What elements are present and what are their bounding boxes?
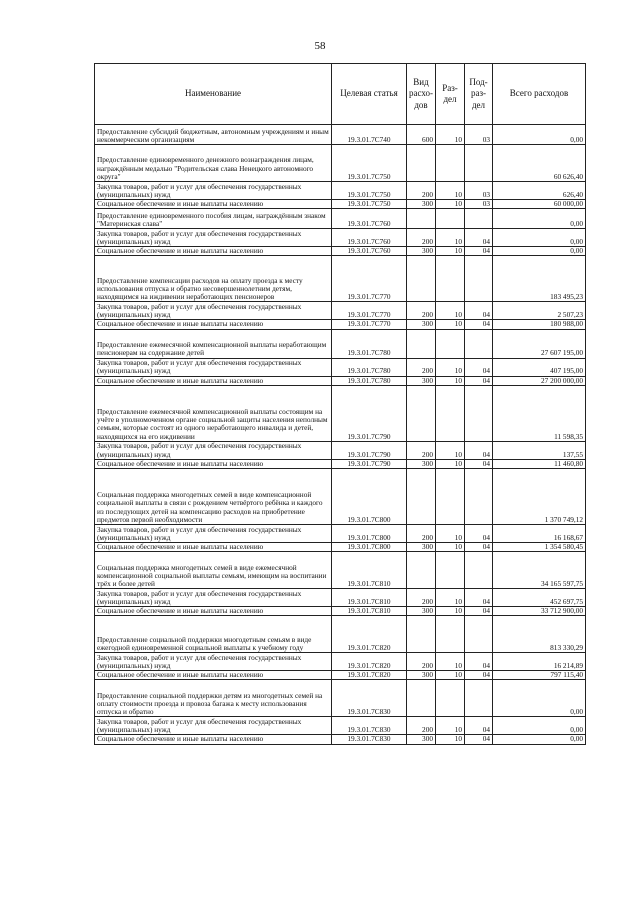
table-row: [95, 589, 586, 607]
cell-subsection: 03: [465, 182, 493, 200]
cell-name: Предоставление социальной поддержки многодетным семьям в виде ежегодной единовременной социальной выплаты к учебному году: [95, 616, 332, 653]
cell-section: 10: [436, 441, 465, 459]
cell-subsection: [465, 385, 493, 441]
table-row: [95, 209, 586, 229]
header-section: Раз-дел: [436, 64, 465, 125]
cell-name: Закупка товаров, работ и услуг для обеспечения государственных (муниципальных) нужд: [95, 717, 332, 735]
cell-total: 0,00: [493, 247, 586, 256]
cell-expense-type: [407, 209, 436, 229]
cell-total: 60 626,40: [493, 145, 586, 182]
cell-expense-type: 200: [407, 653, 436, 671]
cell-subsection: 04: [465, 607, 493, 616]
cell-expense-type: [407, 329, 436, 358]
cell-expense-type: 200: [407, 589, 436, 607]
cell-subsection: [465, 616, 493, 653]
table-row: [95, 247, 586, 256]
cell-subsection: 04: [465, 735, 493, 744]
cell-expense-type: [407, 616, 436, 653]
cell-expense-type: 300: [407, 542, 436, 551]
cell-section: [436, 552, 465, 589]
cell-total: 797 115,40: [493, 671, 586, 680]
cell-name: Закупка товаров, работ и услуг для обеспечения государственных (муниципальных) нужд: [95, 653, 332, 671]
table-row: [95, 459, 586, 468]
cell-target-article: 19.3.01.7С770: [332, 302, 407, 320]
cell-expense-type: 200: [407, 302, 436, 320]
cell-name: Социальное обеспечение и иные выплаты населению: [95, 735, 332, 744]
cell-expense-type: [407, 552, 436, 589]
cell-target-article: 19.3.01.7С750: [332, 145, 407, 182]
cell-subsection: 04: [465, 542, 493, 551]
cell-total: 0,00: [493, 735, 586, 744]
cell-subsection: 03: [465, 200, 493, 209]
cell-target-article: 19.3.01.7С820: [332, 671, 407, 680]
cell-total: 0,00: [493, 125, 586, 145]
cell-section: [436, 385, 465, 441]
cell-subsection: [465, 329, 493, 358]
table-row: [95, 680, 586, 717]
cell-subsection: [465, 680, 493, 717]
cell-name: Социальное обеспечение и иные выплаты населению: [95, 459, 332, 468]
table-row: [95, 125, 586, 145]
cell-subsection: [465, 145, 493, 182]
cell-expense-type: 200: [407, 358, 436, 376]
table-row: [95, 200, 586, 209]
table-row: [95, 671, 586, 680]
cell-expense-type: 200: [407, 229, 436, 247]
cell-total: 407 195,00: [493, 358, 586, 376]
cell-target-article: 19.3.01.7С760: [332, 229, 407, 247]
cell-subsection: 04: [465, 524, 493, 542]
cell-target-article: 19.3.01.7С750: [332, 200, 407, 209]
cell-name: Предоставление ежемесячной компенсационной выплаты состоящим на учёте в уполномоченном органе социальной защиты населения неполным семьям, которые состоят из одного неработающего инвалида и детей, находящихся на его иждивении: [95, 385, 332, 441]
cell-total: 16 168,67: [493, 524, 586, 542]
table-body: [95, 125, 586, 745]
cell-target-article: 19.3.01.7С830: [332, 680, 407, 717]
cell-name: Предоставление единовременного пособия лицам, награждённым знаком "Материнская слава": [95, 209, 332, 229]
table-row: [95, 385, 586, 441]
cell-name: Закупка товаров, работ и услуг для обеспечения государственных (муниципальных) нужд: [95, 589, 332, 607]
cell-total: 1 354 580,45: [493, 542, 586, 551]
cell-section: 10: [436, 735, 465, 744]
header-target-article: Целевая статья: [332, 64, 407, 125]
cell-name: Социальная поддержка многодетных семей в виде компенсационной социальной выплаты в связи с рождением четвёртого ребёнка и каждого из последующих детей на компенсацию расходов на приобретение предметов первой необходимости: [95, 468, 332, 524]
cell-section: 10: [436, 229, 465, 247]
cell-total: 11 598,35: [493, 385, 586, 441]
cell-subsection: 04: [465, 229, 493, 247]
table-row: [95, 735, 586, 744]
cell-target-article: 19.3.01.7С780: [332, 376, 407, 385]
cell-name: Предоставление компенсации расходов на оплату проезда к месту использования отпуска и обратно несовершеннолетним детям, находящимся на иждивении неработающих пенсионеров: [95, 256, 332, 302]
cell-section: 10: [436, 524, 465, 542]
cell-target-article: 19.3.01.7С770: [332, 256, 407, 302]
cell-name: Закупка товаров, работ и услуг для обеспечения государственных (муниципальных) нужд: [95, 524, 332, 542]
cell-name: Социальная поддержка многодетных семей в виде ежемесячной компенсационной социальной выплаты семьям, имеющим на воспитании трёх и более детей: [95, 552, 332, 589]
cell-section: [436, 680, 465, 717]
cell-section: [436, 468, 465, 524]
budget-table: [94, 63, 586, 745]
cell-target-article: 19.3.01.7С810: [332, 607, 407, 616]
cell-target-article: 19.3.01.7С810: [332, 552, 407, 589]
cell-expense-type: 300: [407, 376, 436, 385]
cell-section: 10: [436, 182, 465, 200]
cell-expense-type: 600: [407, 125, 436, 145]
cell-expense-type: 300: [407, 607, 436, 616]
cell-name: Предоставление ежемесячной компенсационной выплаты неработающим пенсионерам на содержание детей: [95, 329, 332, 358]
cell-expense-type: 200: [407, 441, 436, 459]
cell-section: [436, 616, 465, 653]
cell-target-article: 19.3.01.7С820: [332, 653, 407, 671]
table-row: [95, 256, 586, 302]
cell-subsection: 04: [465, 358, 493, 376]
table-row: [95, 302, 586, 320]
cell-subsection: [465, 468, 493, 524]
cell-subsection: 04: [465, 320, 493, 329]
cell-section: 10: [436, 125, 465, 145]
cell-target-article: 19.3.01.7С800: [332, 524, 407, 542]
cell-section: 10: [436, 376, 465, 385]
cell-subsection: 04: [465, 653, 493, 671]
cell-subsection: 03: [465, 125, 493, 145]
cell-section: 10: [436, 607, 465, 616]
cell-name: Предоставление социальной поддержки детям из многодетных семей на оплату стоимости проезда и провоза багажа к месту использования отпуска и обратно: [95, 680, 332, 717]
cell-name: Социальное обеспечение и иные выплаты населению: [95, 671, 332, 680]
table-row: [95, 524, 586, 542]
cell-total: 0,00: [493, 717, 586, 735]
table-row: [95, 320, 586, 329]
cell-section: 10: [436, 671, 465, 680]
cell-section: [436, 256, 465, 302]
cell-section: 10: [436, 302, 465, 320]
cell-name: Закупка товаров, работ и услуг для обеспечения государственных (муниципальных) нужд: [95, 441, 332, 459]
page-number: 58: [314, 40, 326, 52]
cell-name: Закупка товаров, работ и услуг для обеспечения государственных (муниципальных) нужд: [95, 229, 332, 247]
cell-section: 10: [436, 459, 465, 468]
cell-target-article: 19.3.01.7С790: [332, 385, 407, 441]
cell-subsection: 04: [465, 459, 493, 468]
cell-target-article: 19.3.01.7С760: [332, 209, 407, 229]
table-row: [95, 441, 586, 459]
cell-subsection: 04: [465, 717, 493, 735]
cell-total: 626,40: [493, 182, 586, 200]
cell-expense-type: 300: [407, 459, 436, 468]
cell-total: 34 165 597,75: [493, 552, 586, 589]
cell-name: Социальное обеспечение и иные выплаты населению: [95, 607, 332, 616]
cell-subsection: 04: [465, 441, 493, 459]
cell-section: 10: [436, 320, 465, 329]
cell-total: 33 712 900,00: [493, 607, 586, 616]
cell-section: 10: [436, 589, 465, 607]
header-total: Всего расходов: [493, 64, 586, 125]
cell-expense-type: 300: [407, 247, 436, 256]
cell-target-article: 19.3.01.7С740: [332, 125, 407, 145]
header-subsection: Под-раз-дел: [465, 64, 493, 125]
cell-target-article: 19.3.01.7С830: [332, 735, 407, 744]
cell-expense-type: [407, 385, 436, 441]
cell-target-article: 19.3.01.7С810: [332, 589, 407, 607]
cell-expense-type: 300: [407, 200, 436, 209]
cell-section: 10: [436, 358, 465, 376]
cell-expense-type: 200: [407, 524, 436, 542]
cell-total: 27 607 195,00: [493, 329, 586, 358]
table-row: [95, 542, 586, 551]
cell-target-article: 19.3.01.7С800: [332, 468, 407, 524]
cell-total: 16 214,89: [493, 653, 586, 671]
cell-name: Социальное обеспечение и иные выплаты населению: [95, 376, 332, 385]
cell-subsection: 04: [465, 376, 493, 385]
cell-expense-type: [407, 680, 436, 717]
cell-total: 813 330,29: [493, 616, 586, 653]
header-name: Наименование: [95, 64, 332, 125]
cell-expense-type: 200: [407, 182, 436, 200]
cell-section: [436, 209, 465, 229]
table-row: [95, 653, 586, 671]
cell-total: 180 988,00: [493, 320, 586, 329]
cell-target-article: 19.3.01.7С800: [332, 542, 407, 551]
cell-section: [436, 329, 465, 358]
cell-name: Закупка товаров, работ и услуг для обеспечения государственных (муниципальных) нужд: [95, 358, 332, 376]
cell-name: Предоставление субсидий бюджетным, автономным учреждениям и иным некоммерческим организациям: [95, 125, 332, 145]
cell-total: 452 697,75: [493, 589, 586, 607]
cell-expense-type: [407, 468, 436, 524]
cell-total: 183 495,23: [493, 256, 586, 302]
cell-total: 137,55: [493, 441, 586, 459]
table-row: [95, 616, 586, 653]
cell-subsection: 04: [465, 589, 493, 607]
cell-name: Социальное обеспечение и иные выплаты населению: [95, 320, 332, 329]
cell-expense-type: 200: [407, 717, 436, 735]
cell-total: 11 460,80: [493, 459, 586, 468]
cell-target-article: 19.3.01.7С790: [332, 459, 407, 468]
cell-target-article: 19.3.01.7С780: [332, 329, 407, 358]
cell-target-article: 19.3.01.7С790: [332, 441, 407, 459]
cell-section: 10: [436, 247, 465, 256]
table-row: [95, 376, 586, 385]
cell-expense-type: 300: [407, 671, 436, 680]
cell-total: 0,00: [493, 680, 586, 717]
cell-name: Социальное обеспечение и иные выплаты населению: [95, 247, 332, 256]
cell-target-article: 19.3.01.7С780: [332, 358, 407, 376]
cell-target-article: 19.3.01.7С820: [332, 616, 407, 653]
cell-total: 2 507,23: [493, 302, 586, 320]
table-row: [95, 607, 586, 616]
cell-subsection: [465, 552, 493, 589]
cell-subsection: 04: [465, 247, 493, 256]
cell-total: 60 000,00: [493, 200, 586, 209]
cell-name: Закупка товаров, работ и услуг для обеспечения государственных (муниципальных) нужд: [95, 302, 332, 320]
table-header-row: [95, 64, 586, 125]
cell-target-article: 19.3.01.7С830: [332, 717, 407, 735]
cell-total: 1 370 749,12: [493, 468, 586, 524]
cell-section: [436, 145, 465, 182]
table-row: [95, 717, 586, 735]
cell-target-article: 19.3.01.7С770: [332, 320, 407, 329]
table-row: [95, 468, 586, 524]
cell-name: Социальное обеспечение и иные выплаты населению: [95, 200, 332, 209]
table-row: [95, 229, 586, 247]
cell-section: 10: [436, 653, 465, 671]
cell-expense-type: 300: [407, 320, 436, 329]
cell-target-article: 19.3.01.7С760: [332, 247, 407, 256]
table-row: [95, 358, 586, 376]
cell-subsection: [465, 256, 493, 302]
cell-section: 10: [436, 542, 465, 551]
cell-name: Предоставление единовременного денежного вознаграждения лицам, награждённым медалью "Родительская слава Ненецкого автономного округа": [95, 145, 332, 182]
cell-name: Закупка товаров, работ и услуг для обеспечения государственных (муниципальных) нужд: [95, 182, 332, 200]
cell-name: Социальное обеспечение и иные выплаты населению: [95, 542, 332, 551]
cell-total: 0,00: [493, 209, 586, 229]
table-row: [95, 552, 586, 589]
cell-total: 27 200 000,00: [493, 376, 586, 385]
cell-target-article: 19.3.01.7С750: [332, 182, 407, 200]
table-row: [95, 329, 586, 358]
header-expense-type: Вид расхо-дов: [407, 64, 436, 125]
cell-total: 0,00: [493, 229, 586, 247]
cell-subsection: [465, 209, 493, 229]
table-row: [95, 145, 586, 182]
cell-expense-type: [407, 256, 436, 302]
cell-expense-type: 300: [407, 735, 436, 744]
cell-subsection: 04: [465, 671, 493, 680]
cell-section: 10: [436, 717, 465, 735]
table-row: [95, 182, 586, 200]
cell-section: 10: [436, 200, 465, 209]
cell-expense-type: [407, 145, 436, 182]
cell-subsection: 04: [465, 302, 493, 320]
